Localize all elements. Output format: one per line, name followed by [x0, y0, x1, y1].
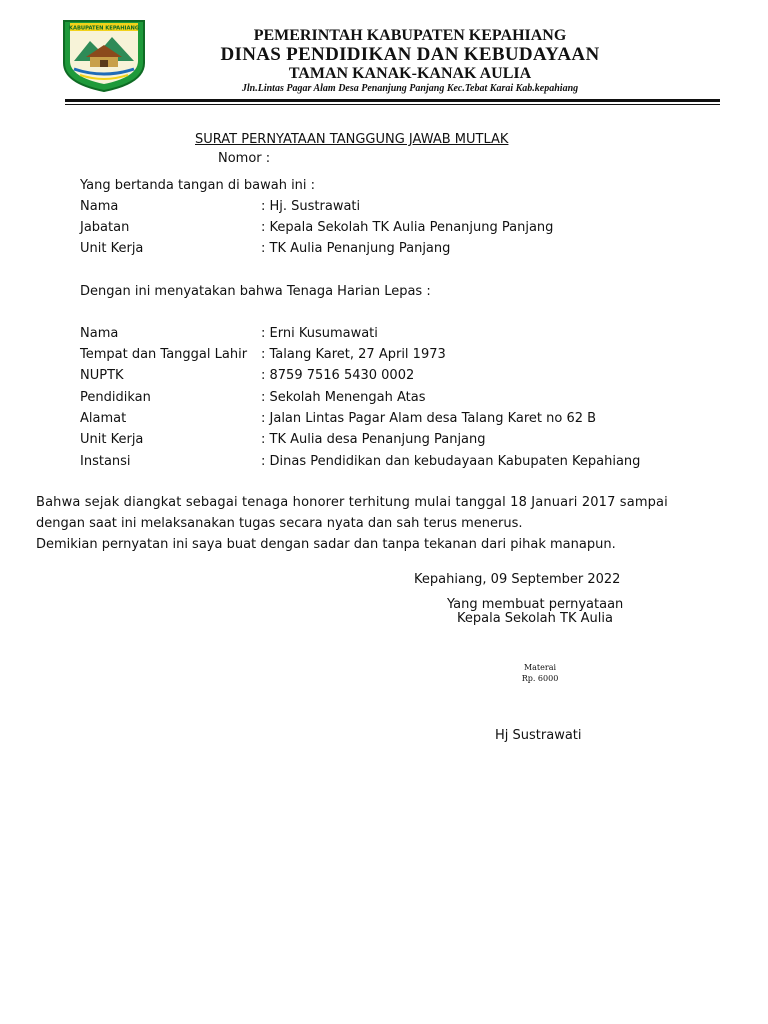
signer-name-value: : Hj. Sustrawati: [261, 199, 361, 214]
body-line-2: dengan saat ini melaksanakan tugas secara nyata dan sah terus menerus.: [36, 516, 523, 531]
staff-unit-label: Unit Kerja: [80, 432, 144, 447]
signer-position-label: Jabatan: [80, 220, 130, 235]
staff-name-value: : Erni Kusumawati: [261, 326, 378, 341]
letterhead-address: Jln.Lintas Pagar Alam Desa Penanjung Panjang Kec.Tebat Karai Kab.kepahiang: [241, 83, 579, 94]
document-number: Nomor :: [218, 151, 271, 166]
statement-text: Dengan ini menyatakan bahwa Tenaga Harian Lepas :: [80, 284, 431, 299]
staff-institution-label: Instansi: [80, 454, 131, 469]
letterhead-rule-thin: [65, 104, 720, 105]
staff-institution-value: : Dinas Pendidikan dan kebudayaan Kabupaten Kepahiang: [261, 454, 641, 469]
staff-birth-label: Tempat dan Tanggal Lahir: [80, 347, 248, 362]
staff-education-label: Pendidikan: [80, 390, 151, 405]
body-line-3: Demikian pernyatan ini saya buat dengan sadar dan tanpa tekanan dari pihak manapun.: [36, 537, 616, 552]
signer-unit-value: : TK Aulia Penanjung Panjang: [261, 241, 451, 256]
letterhead-rule-thick: [65, 99, 720, 102]
letterhead-government: PEMERINTAH KABUPATEN KEPAHIANG: [253, 27, 567, 44]
materai-label: Materai: [523, 663, 557, 672]
body-line-1: Bahwa sejak diangkat sebagai tenaga honorer terhitung mulai tanggal 18 Januari 2017 sampai: [36, 495, 668, 510]
svg-text:KABUPATEN KEPAHIANG: KABUPATEN KEPAHIANG: [68, 25, 140, 32]
signer-unit-label: Unit Kerja: [80, 241, 144, 256]
place-date: Kepahiang, 09 September 2022: [414, 572, 621, 587]
staff-education-value: : Sekolah Menengah Atas: [261, 390, 426, 405]
signer-name-label: Nama: [80, 199, 119, 214]
staff-birth-value: : Talang Karet, 27 April 1973: [261, 347, 446, 362]
maker-position: Kepala Sekolah TK Aulia: [457, 611, 613, 626]
letterhead-department: DINAS PENDIDIKAN DAN KEBUDAYAAN: [220, 44, 600, 65]
letterhead-school: TAMAN KANAK-KANAK AULIA: [288, 65, 532, 82]
maker-label: Yang membuat pernyataan: [447, 597, 624, 612]
materai-amount: Rp. 6000: [521, 674, 559, 683]
staff-address-value: : Jalan Lintas Pagar Alam desa Talang Karet no 62 B: [261, 411, 597, 426]
staff-nuptk-value: : 8759 7516 5430 0002: [261, 368, 415, 383]
staff-nuptk-label: NUPTK: [80, 368, 124, 383]
staff-unit-value: : TK Aulia desa Penanjung Panjang: [261, 432, 486, 447]
document-title: SURAT PERNYATAAN TANGGUNG JAWAB MUTLAK: [195, 132, 509, 147]
kabupaten-kepahiang-logo: [60, 17, 148, 93]
intro-text: Yang bertanda tangan di bawah ini :: [80, 178, 316, 193]
staff-name-label: Nama: [80, 326, 119, 341]
signer-position-value: : Kepala Sekolah TK Aulia Penanjung Panjang: [261, 220, 554, 235]
signatory-name: Hj Sustrawati: [495, 728, 582, 743]
staff-address-label: Alamat: [80, 411, 127, 426]
